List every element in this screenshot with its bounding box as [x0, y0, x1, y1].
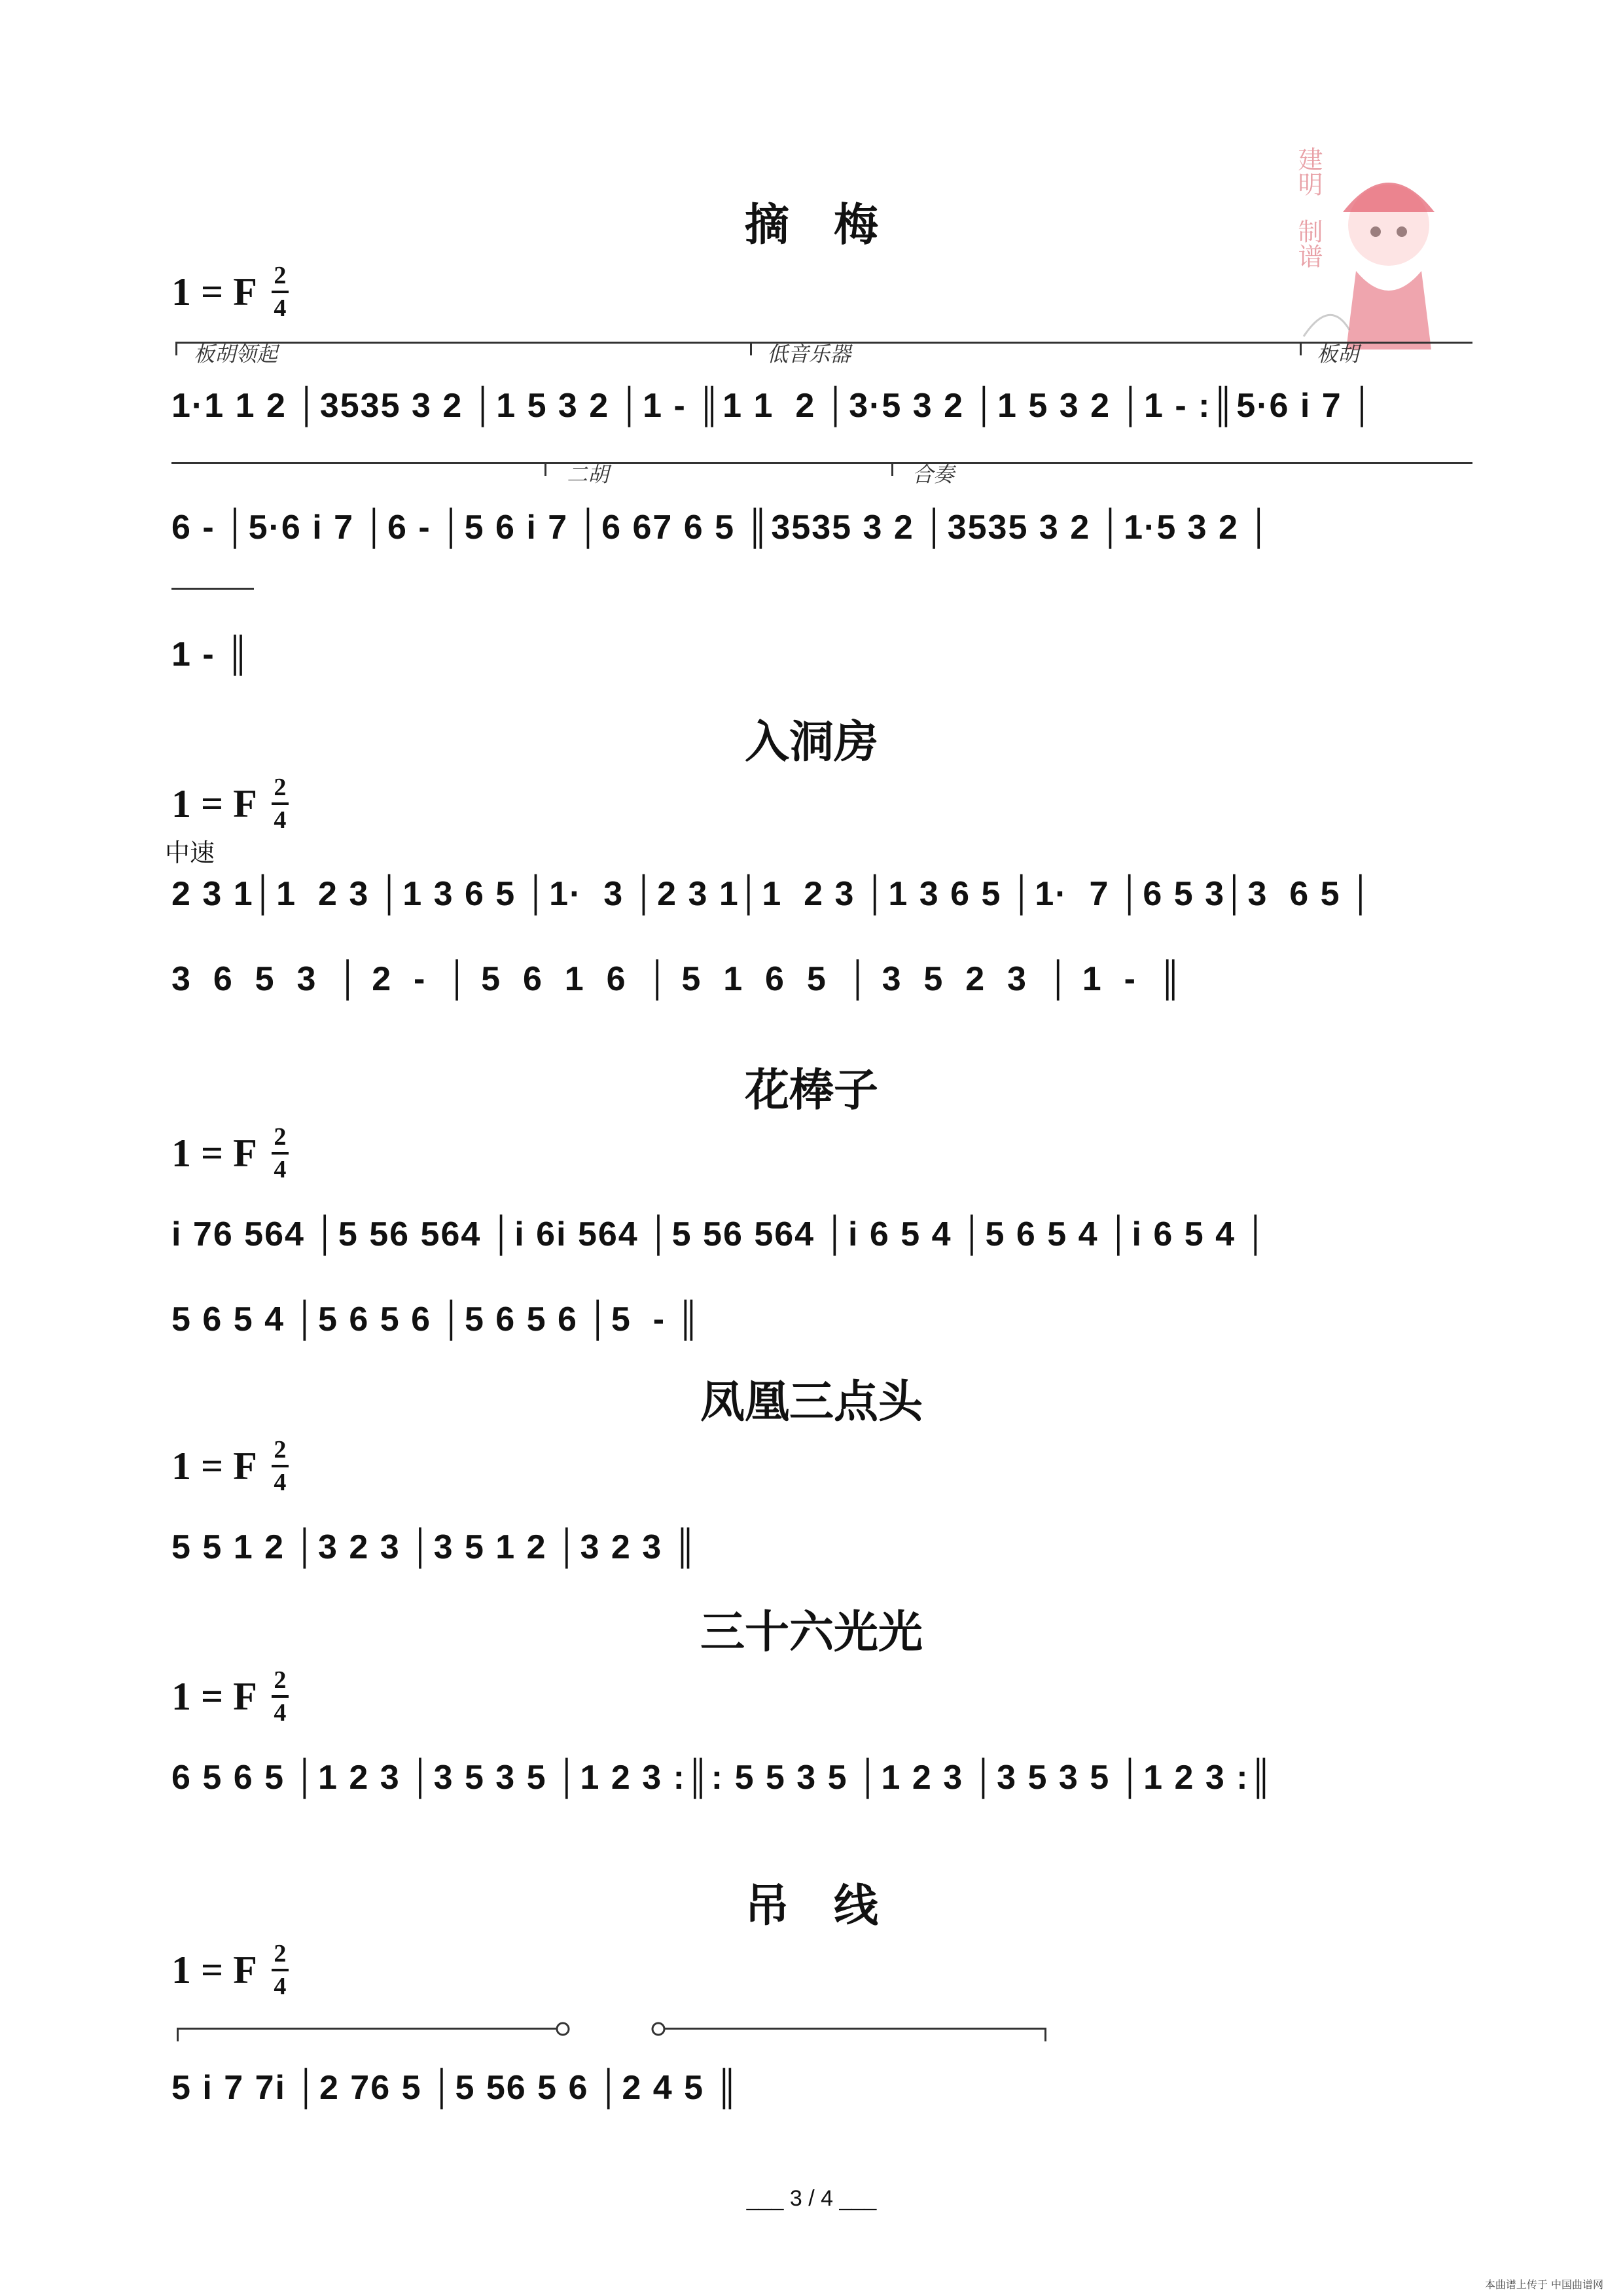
section-label: 低音乐器: [767, 342, 851, 367]
piece-title: 入洞房: [744, 717, 878, 768]
time-bottom: 4: [274, 1973, 287, 2000]
time-signature: [272, 774, 289, 834]
section-label: 板胡: [1317, 342, 1359, 367]
key-signature: [171, 1436, 289, 1496]
notation-line: 6 - │5·6 i 7 │6 - │5 6 i 7 │6 67 6 5 ║3535 3 2 │3535 3 2 │1·5 3 2 │: [171, 509, 1272, 547]
key-signature: [171, 1666, 289, 1727]
time-top: 2: [274, 262, 287, 289]
piece-title: 摘 梅: [744, 200, 878, 251]
page-number: ___ 3 / 4 ___: [746, 2186, 877, 2211]
time-signature: [272, 1123, 289, 1183]
notation-line: i 76 564 │5 56 564 │i 6i 564 │5 56 564 │i 6 5 4 │5 6 5 4 │i 6 5 4 │: [171, 1215, 1269, 1253]
piece-title: 三十六光光: [700, 1607, 923, 1659]
watermark-text-1: 建明: [1294, 147, 1323, 196]
tempo-marking: 中速: [165, 838, 215, 867]
notation-line: 5 6 5 4 │5 6 5 6 │5 6 5 6 │5 - ║: [171, 1300, 702, 1338]
key-label: 1 = F: [171, 270, 257, 314]
notation-line: 1·1 1 2 │3535 3 2 │1 5 3 2 │1 - ║1 1 2 │3·5 3 2 │1 5 3 2 │1 - :║5·6 i 7 │: [171, 387, 1376, 425]
piece-title: 凤凰三点头: [700, 1376, 923, 1428]
time-top: 2: [274, 1123, 287, 1151]
notation-line: 3 6 5 3 │ 2 - │ 5 6 1 6 │ 5 1 6 5 │ 3 5 2 3 │ 1 - ║: [171, 960, 1184, 998]
key-signature: [171, 1940, 289, 2000]
time-signature: [272, 262, 289, 322]
time-top: 2: [274, 1666, 287, 1694]
tie-end-circle-icon: [555, 2021, 571, 2037]
time-top: 2: [274, 1940, 287, 1967]
time-top: 2: [274, 1436, 287, 1463]
notation-line: 1 - ║: [171, 636, 251, 673]
piece-title: 花棒子: [744, 1065, 878, 1117]
time-bottom: 4: [274, 1699, 287, 1727]
notation-line: 2 3 1│1 2 3 │1 3 6 5 │1· 3 │2 3 1│1 2 3 │1 3 6 5 │1· 7 │6 5 3│3 6 5 │: [171, 875, 1374, 913]
key-label: 1 = F: [171, 1131, 257, 1175]
watermark-text-2: 制谱: [1294, 219, 1323, 268]
key-label: 1 = F: [171, 1674, 257, 1718]
time-bottom: 4: [274, 295, 287, 322]
notation-line: 5 i 7 7i │2 76 5 │5 56 5 6 │2 4 5 ║: [171, 2069, 741, 2107]
time-top: 2: [274, 774, 287, 801]
section-label: 合奏: [912, 462, 955, 487]
key-signature: [171, 262, 289, 322]
section-label: 板胡领起: [194, 342, 278, 367]
time-bottom: 4: [274, 806, 287, 834]
key-signature: [171, 774, 289, 834]
time-signature: [272, 1666, 289, 1727]
notation-line: 5 5 1 2 │3 2 3 │3 5 1 2 │3 2 3 ║: [171, 1528, 699, 1566]
key-label: 1 = F: [171, 781, 257, 825]
time-signature: [272, 1436, 289, 1496]
time-signature: [272, 1940, 289, 2000]
key-signature: [171, 1123, 289, 1183]
notation-line: 6 5 6 5 │1 2 3 │3 5 3 5 │1 2 3 :║: 5 5 3 5 │1 2 3 │3 5 3 5 │1 2 3 :║: [171, 1759, 1275, 1797]
time-bottom: 4: [274, 1469, 287, 1496]
key-label: 1 = F: [171, 1948, 257, 1992]
section-label: 二胡: [567, 462, 609, 487]
time-bottom: 4: [274, 1156, 287, 1183]
tie-start-circle-icon: [651, 2021, 666, 2037]
piece-title: 吊 线: [744, 1880, 878, 1932]
footer-note: 本曲谱上传于 中国曲谱网: [1484, 2278, 1603, 2291]
key-label: 1 = F: [171, 1444, 257, 1488]
